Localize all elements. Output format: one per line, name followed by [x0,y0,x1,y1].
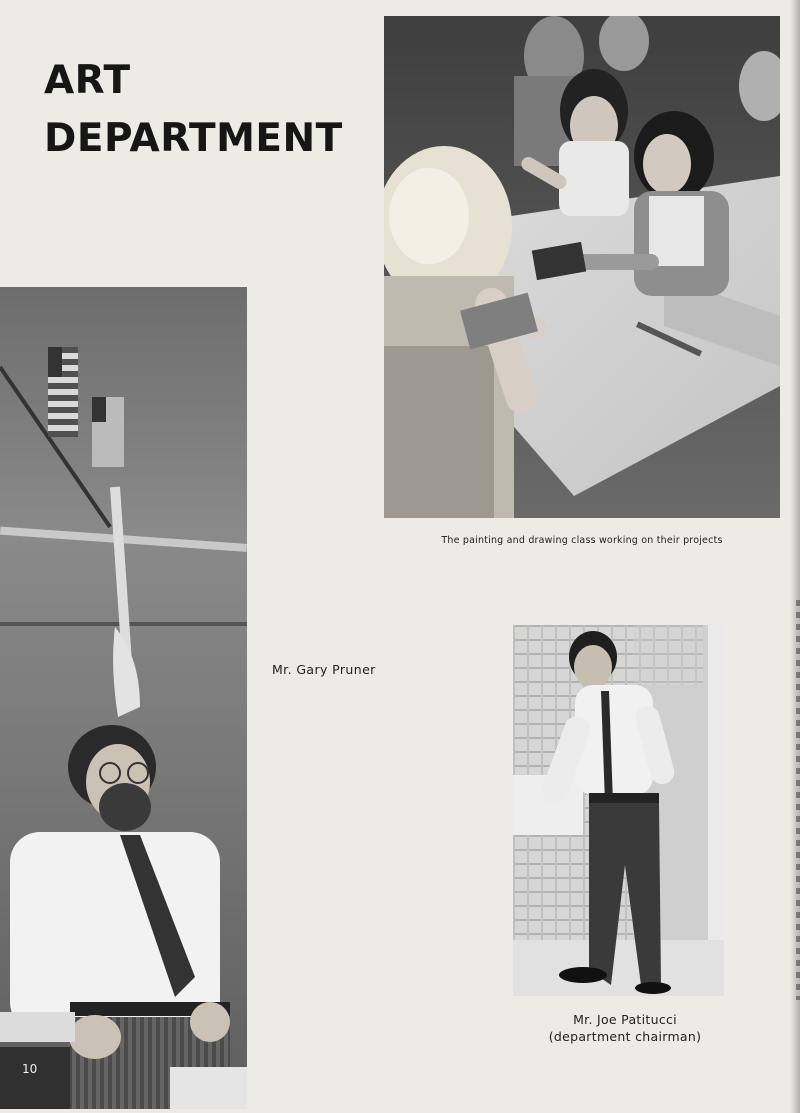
title-line-2: DEPARTMENT [44,116,343,161]
title-line-1: ART [44,58,131,103]
patitucci-name: Mr. Joe Patitucci [573,1012,677,1027]
class-photo-caption: The painting and drawing class working on their projects [441,535,723,546]
class-photo [384,16,780,518]
page-edge [796,600,800,1000]
patitucci-caption [540,1011,710,1045]
pruner-photo [0,287,247,1109]
pruner-caption: Mr. Gary Pruner [272,662,376,677]
patitucci-role: (department chairman) [548,1029,702,1044]
page-number: 10 [22,1062,38,1076]
patitucci-photo [513,625,724,996]
page-title [44,52,343,168]
